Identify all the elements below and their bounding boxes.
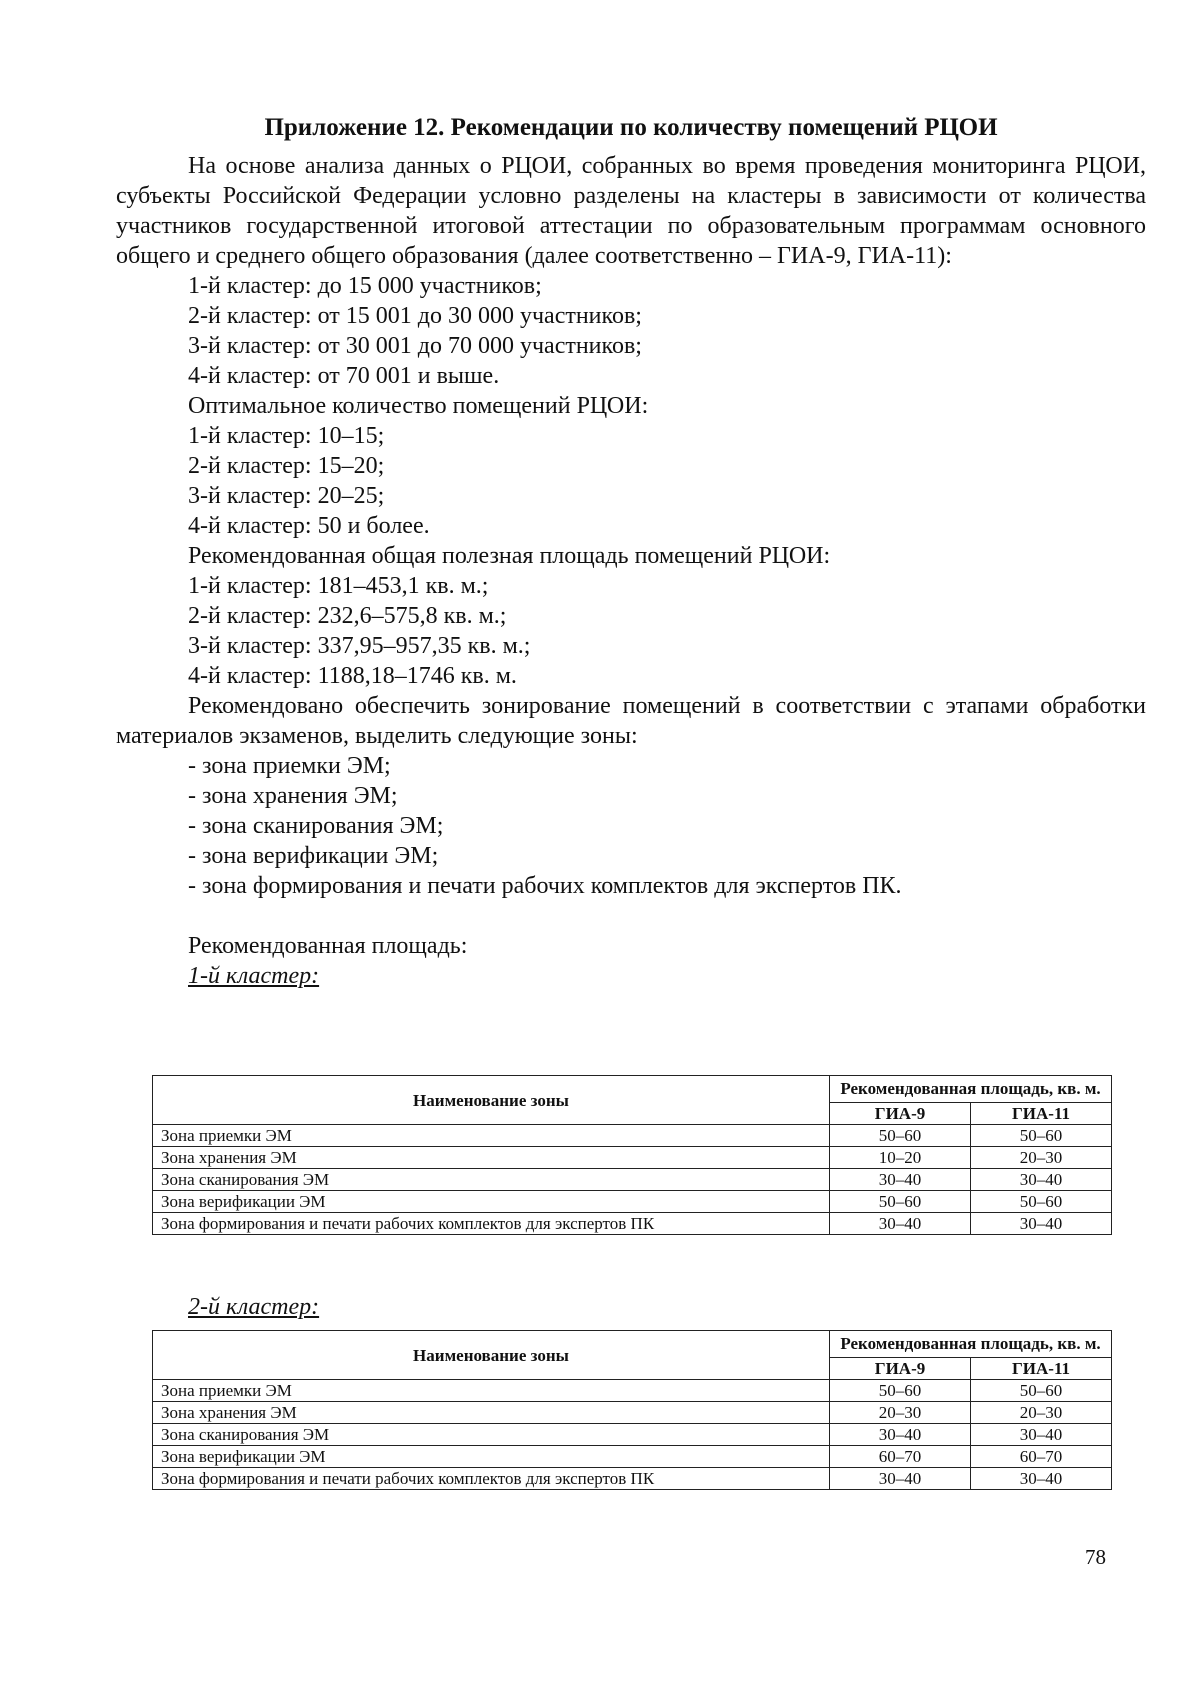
area-header: Рекомендованная площадь, кв. м.	[830, 1076, 1112, 1103]
gia11-cell: 30–40	[971, 1213, 1112, 1235]
cluster2-label: 2-й кластер:	[188, 1294, 320, 1320]
zone-name-cell: Зона формирования и печати рабочих комплектов для экспертов ПК	[153, 1468, 830, 1490]
list-item: 1-й кластер: 181–453,1 кв. м.;	[188, 573, 489, 599]
area-header: Рекомендованная площадь, кв. м.	[830, 1331, 1112, 1358]
gia9-cell: 10–20	[830, 1147, 971, 1169]
gia11-cell: 60–70	[971, 1446, 1112, 1468]
list-item: 4-й кластер: 50 и более.	[188, 513, 430, 539]
gia9-cell: 30–40	[830, 1424, 971, 1446]
zone-name-cell: Зона верификации ЭМ	[153, 1191, 830, 1213]
table-row	[153, 1147, 1112, 1169]
list-item: 3-й кластер: от 30 001 до 70 000 участников;	[188, 333, 642, 359]
list-item: - зона верификации ЭМ;	[188, 843, 439, 869]
gia11-cell: 20–30	[971, 1147, 1112, 1169]
rooms-list	[116, 421, 1146, 541]
gia9-header: ГИА-9	[830, 1103, 971, 1125]
gia11-cell: 50–60	[971, 1380, 1112, 1402]
gia9-cell: 20–30	[830, 1402, 971, 1424]
areas-list	[116, 571, 1146, 691]
table-row	[153, 1213, 1112, 1235]
gia11-cell: 50–60	[971, 1191, 1112, 1213]
table-row	[153, 1402, 1112, 1424]
gia11-cell: 20–30	[971, 1402, 1112, 1424]
page-title: Приложение 12. Рекомендации по количеству помещений РЦОИ	[264, 114, 998, 141]
intro-paragraph: На основе анализа данных о РЦОИ, собранных во время проведения мониторинга РЦОИ, субъекты Российской Федерации условно разделены на кластеры в зависимости от количества участников государственной итоговой аттестации по образовательным программам основного общего и среднего общего образования (далее соответственно – ГИА-9, ГИА-11):	[116, 153, 1146, 269]
gia9-header: ГИА-9	[830, 1358, 971, 1380]
page-body	[116, 112, 1146, 991]
list-item: 2-й кластер: 232,6–575,8 кв. м.;	[188, 603, 507, 629]
cluster2-table	[152, 1330, 1112, 1490]
zones-list	[116, 751, 1146, 901]
zone-name-cell: Зона приемки ЭМ	[153, 1380, 830, 1402]
list-item: 2-й кластер: от 15 001 до 30 000 участников;	[188, 303, 642, 329]
gia11-header: ГИА-11	[971, 1103, 1112, 1125]
participants-list	[116, 271, 1146, 391]
list-item: - зона хранения ЭМ;	[188, 783, 398, 809]
zone-name-header: Наименование зоны	[153, 1331, 830, 1380]
list-item: 2-й кластер: 15–20;	[188, 453, 385, 479]
zone-name-cell: Зона формирования и печати рабочих комплектов для экспертов ПК	[153, 1213, 830, 1235]
table-row	[153, 1446, 1112, 1468]
gia11-cell: 30–40	[971, 1468, 1112, 1490]
zone-name-cell: Зона хранения ЭМ	[153, 1147, 830, 1169]
table-row	[153, 1169, 1112, 1191]
zoning-paragraph: Рекомендовано обеспечить зонирование помещений в соответствии с этапами обработки материалов экзаменов, выделить следующие зоны:	[116, 693, 1146, 749]
list-item: 4-й кластер: 1188,18–1746 кв. м.	[188, 663, 517, 689]
area-heading: Рекомендованная общая полезная площадь помещений РЦОИ:	[188, 543, 831, 569]
gia9-cell: 30–40	[830, 1468, 971, 1490]
zone-name-cell: Зона сканирования ЭМ	[153, 1169, 830, 1191]
zone-name-cell: Зона хранения ЭМ	[153, 1402, 830, 1424]
recommended-area-heading: Рекомендованная площадь:	[188, 933, 468, 959]
list-item: 3-й кластер: 20–25;	[188, 483, 385, 509]
zone-name-cell: Зона верификации ЭМ	[153, 1446, 830, 1468]
gia9-cell: 50–60	[830, 1380, 971, 1402]
zone-name-cell: Зона приемки ЭМ	[153, 1125, 830, 1147]
list-item: - зона сканирования ЭМ;	[188, 813, 444, 839]
gia9-cell: 60–70	[830, 1446, 971, 1468]
gia11-cell: 30–40	[971, 1169, 1112, 1191]
spacer	[116, 901, 1146, 931]
list-item: 1-й кластер: 10–15;	[188, 423, 385, 449]
list-item: - зона приемки ЭМ;	[188, 753, 391, 779]
page-number: 78	[1085, 1545, 1106, 1569]
cluster1-label: 1-й кластер:	[188, 963, 320, 989]
gia9-cell: 30–40	[830, 1213, 971, 1235]
list-item: - зона формирования и печати рабочих комплектов для экспертов ПК.	[188, 873, 902, 899]
gia11-cell: 50–60	[971, 1125, 1112, 1147]
gia9-cell: 30–40	[830, 1169, 971, 1191]
list-item: 4-й кластер: от 70 001 и выше.	[188, 363, 500, 389]
list-item: 1-й кластер: до 15 000 участников;	[188, 273, 542, 299]
table-row	[153, 1125, 1112, 1147]
table-row	[153, 1468, 1112, 1490]
gia9-cell: 50–60	[830, 1191, 971, 1213]
gia11-cell: 30–40	[971, 1424, 1112, 1446]
table-row	[153, 1191, 1112, 1213]
gia11-header: ГИА-11	[971, 1358, 1112, 1380]
list-item: 3-й кластер: 337,95–957,35 кв. м.;	[188, 633, 531, 659]
cluster1-table	[152, 1075, 1112, 1235]
zone-name-header: Наименование зоны	[153, 1076, 830, 1125]
zone-name-cell: Зона сканирования ЭМ	[153, 1424, 830, 1446]
rooms-heading: Оптимальное количество помещений РЦОИ:	[188, 393, 649, 419]
table-row	[153, 1424, 1112, 1446]
gia9-cell: 50–60	[830, 1125, 971, 1147]
table-row	[153, 1380, 1112, 1402]
